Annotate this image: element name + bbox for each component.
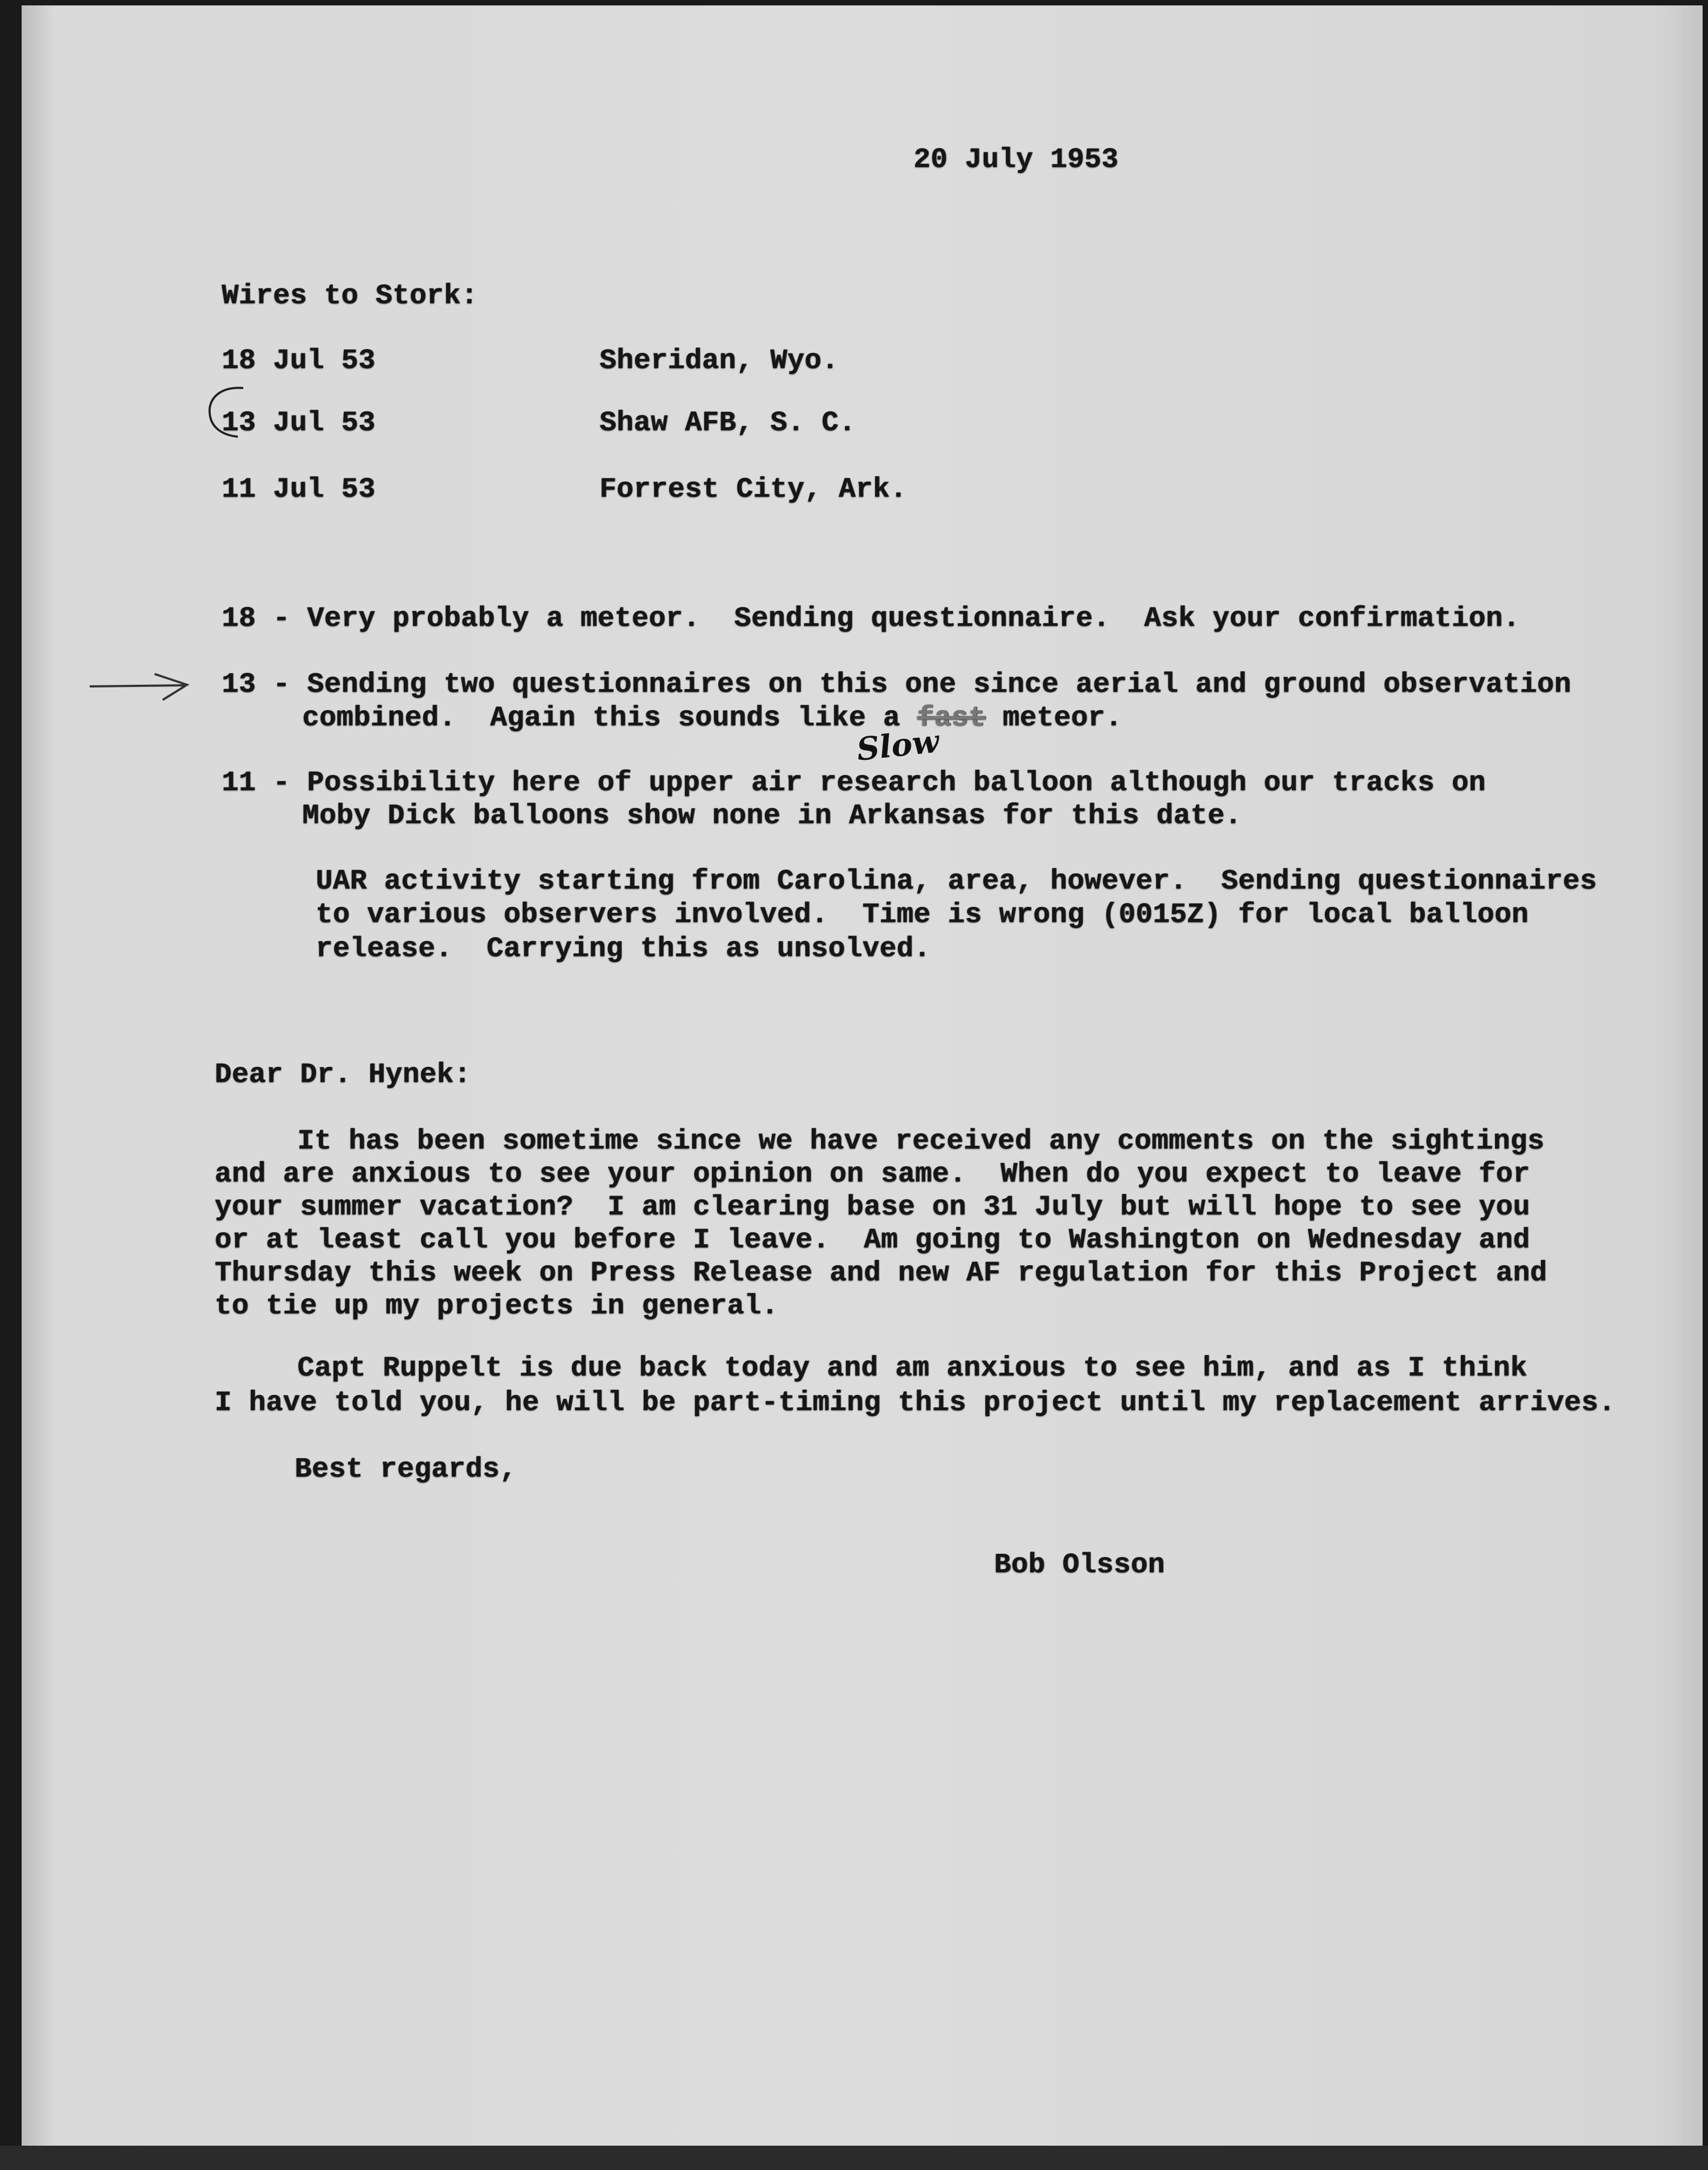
note-18: 18 - Very probably a meteor. Sending questionnaire. Ask your confirmation.	[222, 603, 1520, 635]
uar-line: UAR activity starting from Carolina, area, however. Sending questionnaires	[316, 865, 1597, 897]
handwritten-circle-mark	[200, 384, 265, 449]
letter-line: your summer vacation? I am clearing base on 31 July but will hope to see you	[215, 1191, 1530, 1223]
wire-place: Shaw AFB, S. C.	[599, 407, 856, 439]
closing: Best regards,	[295, 1453, 517, 1485]
letter-line: and are anxious to see your opinion on same. When do you expect to leave for	[215, 1158, 1530, 1190]
wire-place: Forrest City, Ark.	[599, 473, 907, 505]
letter-line: I have told you, he will be part-timing this project until my replacement arrives.	[215, 1387, 1616, 1419]
document-date: 20 July 1953	[913, 144, 1119, 176]
wire-date: 13 Jul 53	[222, 407, 376, 439]
letter-line: Thursday this week on Press Release and new AF regulation for this Project and	[215, 1257, 1547, 1289]
letter-line: It has been sometime since we have received any comments on the sightings	[297, 1125, 1545, 1157]
note-11-line2: Moby Dick balloons show none in Arkansas for this date.	[302, 800, 1242, 832]
salutation: Dear Dr. Hynek:	[215, 1059, 471, 1091]
wire-place: Sheridan, Wyo.	[599, 345, 839, 377]
uar-line: to various observers involved. Time is wrong (0015Z) for local balloon	[316, 899, 1529, 931]
wires-heading: Wires to Stork:	[222, 280, 478, 312]
letter-line: or at least call you before I leave. Am going to Washington on Wednesday and	[215, 1224, 1530, 1256]
note-13-line2	[302, 702, 1122, 735]
signature: Bob Olsson	[994, 1549, 1165, 1581]
wire-date: 11 Jul 53	[222, 473, 376, 505]
wire-date: 18 Jul 53	[222, 345, 376, 377]
uar-line: release. Carrying this as unsolved.	[316, 933, 931, 965]
note-13-line1: 13 - Sending two questionnaires on this one since aerial and ground observation	[222, 669, 1571, 700]
handwritten-correction: Slow	[855, 723, 941, 768]
note-11-line1: 11 - Possibility here of upper air research balloon although our tracks on	[222, 767, 1486, 799]
note-13-text: combined. Again this sounds like a	[302, 702, 917, 734]
letter-line: Capt Ruppelt is due back today and am anxious to see him, and as I think	[297, 1352, 1527, 1384]
scan-edge	[0, 2146, 1708, 2170]
handwritten-arrow-icon	[90, 667, 198, 705]
document-page	[22, 5, 1703, 2146]
letter-line: to tie up my projects in general.	[215, 1290, 778, 1322]
struck-word: fast	[917, 702, 986, 734]
note-13-text-end: meteor.	[985, 702, 1123, 734]
